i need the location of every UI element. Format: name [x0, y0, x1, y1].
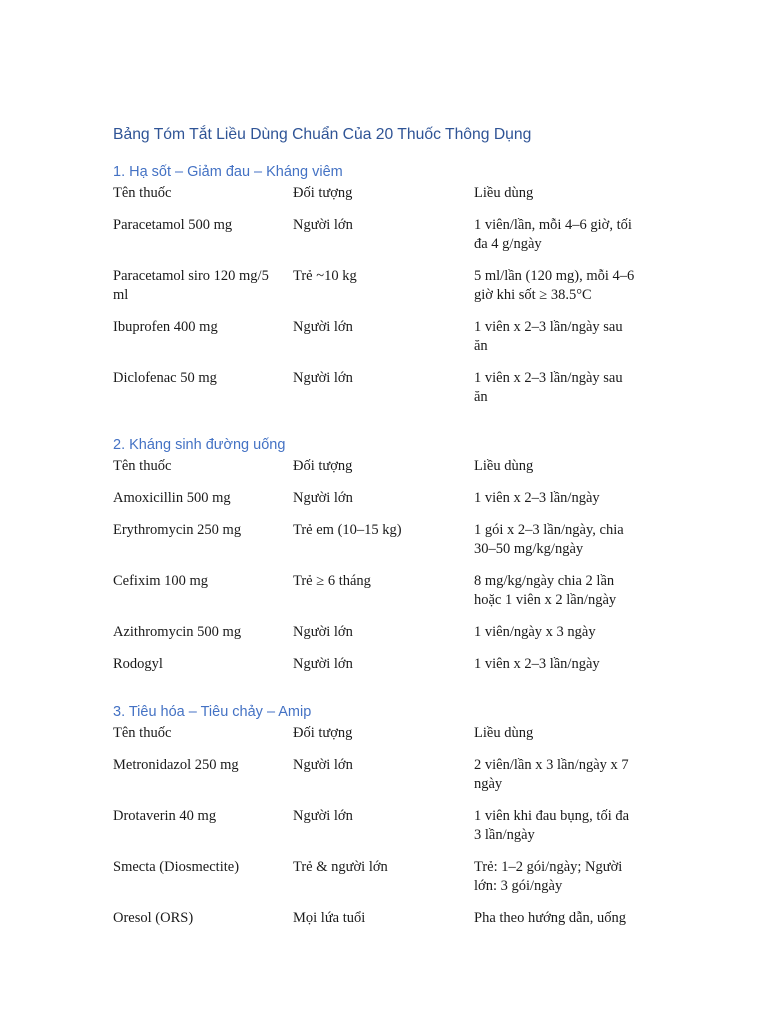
target-group-cell: Người lớn: [293, 490, 353, 506]
drug-name-cell: Diclofenac 50 mg: [113, 370, 217, 386]
dosage-cell: 1 viên x 2–3 lần/ngày sau ăn: [474, 319, 623, 354]
document-title: Bảng Tóm Tắt Liều Dùng Chuẩn Của 20 Thuốc Thông Dụng: [113, 126, 532, 143]
target-group-cell: Người lớn: [293, 624, 353, 640]
drug-section: [113, 701, 653, 941]
drug-name-cell: Drotaverin 40 mg: [113, 808, 217, 824]
target-group-cell: Trẻ & người lớn: [293, 859, 388, 875]
dosage-cell: 1 viên/lần, mỗi 4–6 giờ, tối đa 4 g/ngày: [474, 217, 632, 252]
table-row: [113, 807, 653, 858]
target-group-cell: Người lớn: [293, 757, 353, 773]
dosage-cell: Pha theo hướng dẫn, uống: [474, 910, 627, 926]
dosage-cell: 8 mg/kg/ngày chia 2 lần hoặc 1 viên x 2 lần/ngày: [474, 573, 617, 608]
section-heading: 2. Kháng sinh đường uống: [113, 437, 286, 453]
dosage-cell: 1 viên x 2–3 lần/ngày: [474, 656, 600, 672]
section-heading: 3. Tiêu hóa – Tiêu chảy – Amip: [113, 704, 312, 720]
drug-name-cell: Oresol (ORS): [113, 910, 194, 926]
target-group-cell: Người lớn: [293, 370, 353, 386]
table-header-row: [113, 724, 653, 756]
table-row: [113, 623, 653, 655]
drug-name-cell: Erythromycin 250 mg: [113, 522, 242, 538]
table-row: [113, 909, 653, 941]
drug-section: [113, 434, 653, 687]
table-row: [113, 267, 653, 318]
drug-name-cell: Cefixim 100 mg: [113, 573, 209, 589]
table-row: [113, 521, 653, 572]
column-header-drug-name: Tên thuốc: [113, 725, 172, 741]
drug-name-cell: Paracetamol 500 mg: [113, 217, 233, 233]
table-row: [113, 572, 653, 623]
drug-name-cell: Amoxicillin 500 mg: [113, 490, 231, 506]
target-group-cell: Người lớn: [293, 217, 353, 233]
table-row: [113, 655, 653, 687]
target-group-cell: Người lớn: [293, 808, 353, 824]
target-group-cell: Người lớn: [293, 319, 353, 335]
dosage-cell: 1 viên x 2–3 lần/ngày: [474, 490, 600, 506]
table-header-row: [113, 184, 653, 216]
table-row: [113, 369, 653, 420]
dosage-cell: 1 viên khi đau bụng, tối đa 3 lần/ngày: [474, 808, 630, 843]
target-group-cell: Trẻ ≥ 6 tháng: [293, 573, 371, 589]
drug-section: [113, 161, 653, 420]
column-header-drug-name: Tên thuốc: [113, 458, 172, 474]
drug-name-cell: Rodogyl: [113, 656, 163, 672]
target-group-cell: Mọi lứa tuổi: [293, 910, 366, 926]
drug-name-cell: Azithromycin 500 mg: [113, 624, 242, 640]
drug-name-cell: Ibuprofen 400 mg: [113, 319, 218, 335]
column-header-dosage: Liều dùng: [474, 458, 534, 474]
column-header-dosage: Liều dùng: [474, 725, 534, 741]
dosage-cell: 5 ml/lần (120 mg), mỗi 4–6 giờ khi sốt ≥ 38.5°C: [474, 268, 635, 303]
table-row: [113, 489, 653, 521]
dosage-cell: 1 gói x 2–3 lần/ngày, chia 30–50 mg/kg/ngày: [474, 522, 624, 557]
drug-name-cell: Paracetamol siro 120 mg/5 ml: [113, 268, 269, 303]
document-page: [113, 123, 653, 941]
dosage-cell: Trẻ: 1–2 gói/ngày; Người lớn: 3 gói/ngày: [474, 859, 623, 894]
dosage-cell: 2 viên/lần x 3 lần/ngày x 7 ngày: [474, 757, 629, 792]
column-header-drug-name: Tên thuốc: [113, 185, 172, 201]
column-header-target-group: Đối tượng: [293, 458, 353, 474]
section-heading: 1. Hạ sốt – Giảm đau – Kháng viêm: [113, 164, 343, 180]
drug-name-cell: Metronidazol 250 mg: [113, 757, 239, 773]
column-header-target-group: Đối tượng: [293, 185, 353, 201]
column-header-target-group: Đối tượng: [293, 725, 353, 741]
target-group-cell: Trẻ ~10 kg: [293, 268, 357, 284]
table-row: [113, 318, 653, 369]
drug-name-cell: Smecta (Diosmectite): [113, 859, 240, 875]
table-row: [113, 216, 653, 267]
target-group-cell: Người lớn: [293, 656, 353, 672]
table-row: [113, 858, 653, 909]
target-group-cell: Trẻ em (10–15 kg): [293, 522, 402, 538]
table-header-row: [113, 457, 653, 489]
dosage-cell: 1 viên x 2–3 lần/ngày sau ăn: [474, 370, 623, 405]
dosage-cell: 1 viên/ngày x 3 ngày: [474, 624, 596, 640]
table-row: [113, 756, 653, 807]
column-header-dosage: Liều dùng: [474, 185, 534, 201]
